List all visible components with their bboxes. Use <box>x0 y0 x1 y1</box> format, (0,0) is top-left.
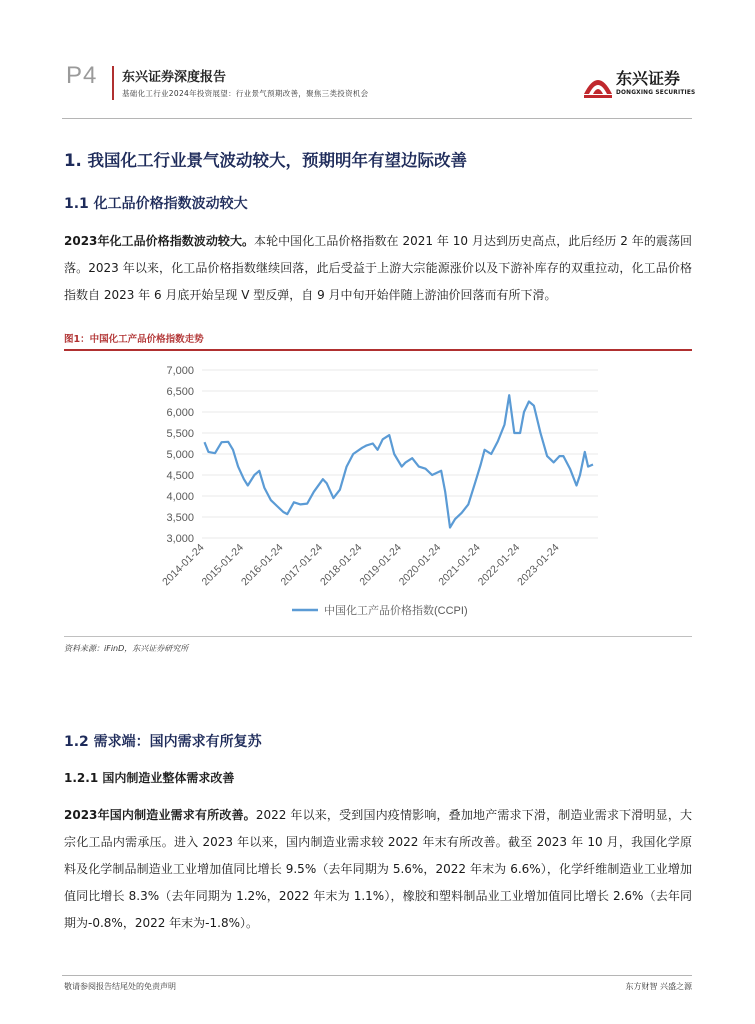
footer-slogan: 东方财智 兴盛之源 <box>625 982 692 991</box>
x-tick-label: 2023-01-24 <box>515 541 562 589</box>
header-rule <box>62 118 692 119</box>
report-title: 东兴证券深度报告 <box>122 70 227 85</box>
x-tick-label: 2021-01-24 <box>436 541 483 589</box>
x-tick-label: 2016-01-24 <box>238 541 286 589</box>
figure-top-rule <box>64 349 692 351</box>
figure-source: 资料来源：iFinD，东兴证券研究所 <box>64 644 189 653</box>
x-tick-label: 2018-01-24 <box>317 541 365 589</box>
page-number: P4 <box>66 62 98 89</box>
y-tick-label: 4,500 <box>166 470 194 482</box>
subsection-heading: 1.1 化工品价格指数波动较大 <box>64 196 248 212</box>
paragraph-body: 2022 年以来，受到国内疫情影响，叠加地产需求下滑，制造业需求下滑明显，大宗化工品内需承压。进入 2023 年以来，国内制造业需求较 2022 年末有所改善。截至 2023 年 10 月，我国化学原料及化学制品制造业工业增加值同比增长 9.5%（去年同期为 5.6%，2022 年末为 6.6%），化学纤维制造业工业增加值同比增长 8.3%（去年同期为 1.2%，2022 年末为 1.1%），橡胶和塑料制品业工业增加值同比增长 2.6%（去年同期为-0.8%，2022 年末为-1.8%）。 <box>64 808 692 930</box>
x-tick-label: 2017-01-24 <box>278 541 325 589</box>
ccpi-line-chart <box>150 354 610 630</box>
section-heading: 1. 我国化工行业景气波动较大，预期明年有望边际改善 <box>64 151 467 170</box>
figure-bottom-rule <box>64 636 692 637</box>
y-tick-label: 6,000 <box>166 407 194 419</box>
y-tick-label: 7,000 <box>166 365 194 377</box>
series-line-ccpi <box>205 395 594 527</box>
logo-english: DONGXING SECURITIES <box>616 90 696 96</box>
x-tick-label: 2020-01-24 <box>396 541 444 589</box>
paragraph-demand <box>64 802 692 937</box>
subsection-heading-demand: 1.2 需求端：国内需求有所复苏 <box>64 734 262 750</box>
sub-subsection-heading: 1.2.1 国内制造业整体需求改善 <box>64 771 235 785</box>
paragraph-lead: 2023年化工品价格指数波动较大。 <box>64 234 255 248</box>
figure-caption: 图1：中国化工产品价格指数走势 <box>64 334 204 345</box>
footer-disclaimer: 敬请参阅报告结尾处的免责声明 <box>64 982 176 991</box>
paragraph-lead: 2023年国内制造业需求有所改善。 <box>64 808 256 822</box>
legend-label: 中国化工产品价格指数(CCPI) <box>324 605 468 617</box>
x-tick-label: 2022-01-24 <box>475 541 523 589</box>
paragraph-price-index <box>64 228 692 309</box>
y-tick-label: 6,500 <box>166 386 194 398</box>
report-subtitle: 基础化工行业2024年投资展望：行业景气预期改善，聚焦三类投资机会 <box>122 89 369 98</box>
y-tick-label: 5,000 <box>166 449 194 461</box>
y-tick-label: 4,000 <box>166 491 194 503</box>
x-tick-label: 2015-01-24 <box>199 541 247 589</box>
paragraph-body: 本轮中国化工品价格指数在 2021 年 10 月达到历史高点，此后经历 2 年的震荡回落。2023 年以来，化工品价格指数继续回落，此后受益于上游大宗能源涨价以及下游补库存的双重拉动，化工品价格指数自 2023 年 6 月底开始呈现 V 型反弹，自 9 月中旬开始伴随上游油价回落而有所下滑。 <box>64 234 692 302</box>
page-header <box>0 0 755 125</box>
logo-text: 东兴证券 <box>616 69 681 88</box>
header-divider <box>112 66 114 100</box>
footer-rule <box>62 975 692 976</box>
x-tick-label: 2014-01-24 <box>160 541 207 589</box>
x-tick-label: 2019-01-24 <box>357 541 404 589</box>
y-tick-label: 5,500 <box>166 428 194 440</box>
y-tick-label: 3,500 <box>166 512 194 524</box>
y-tick-label: 3,000 <box>166 533 194 545</box>
